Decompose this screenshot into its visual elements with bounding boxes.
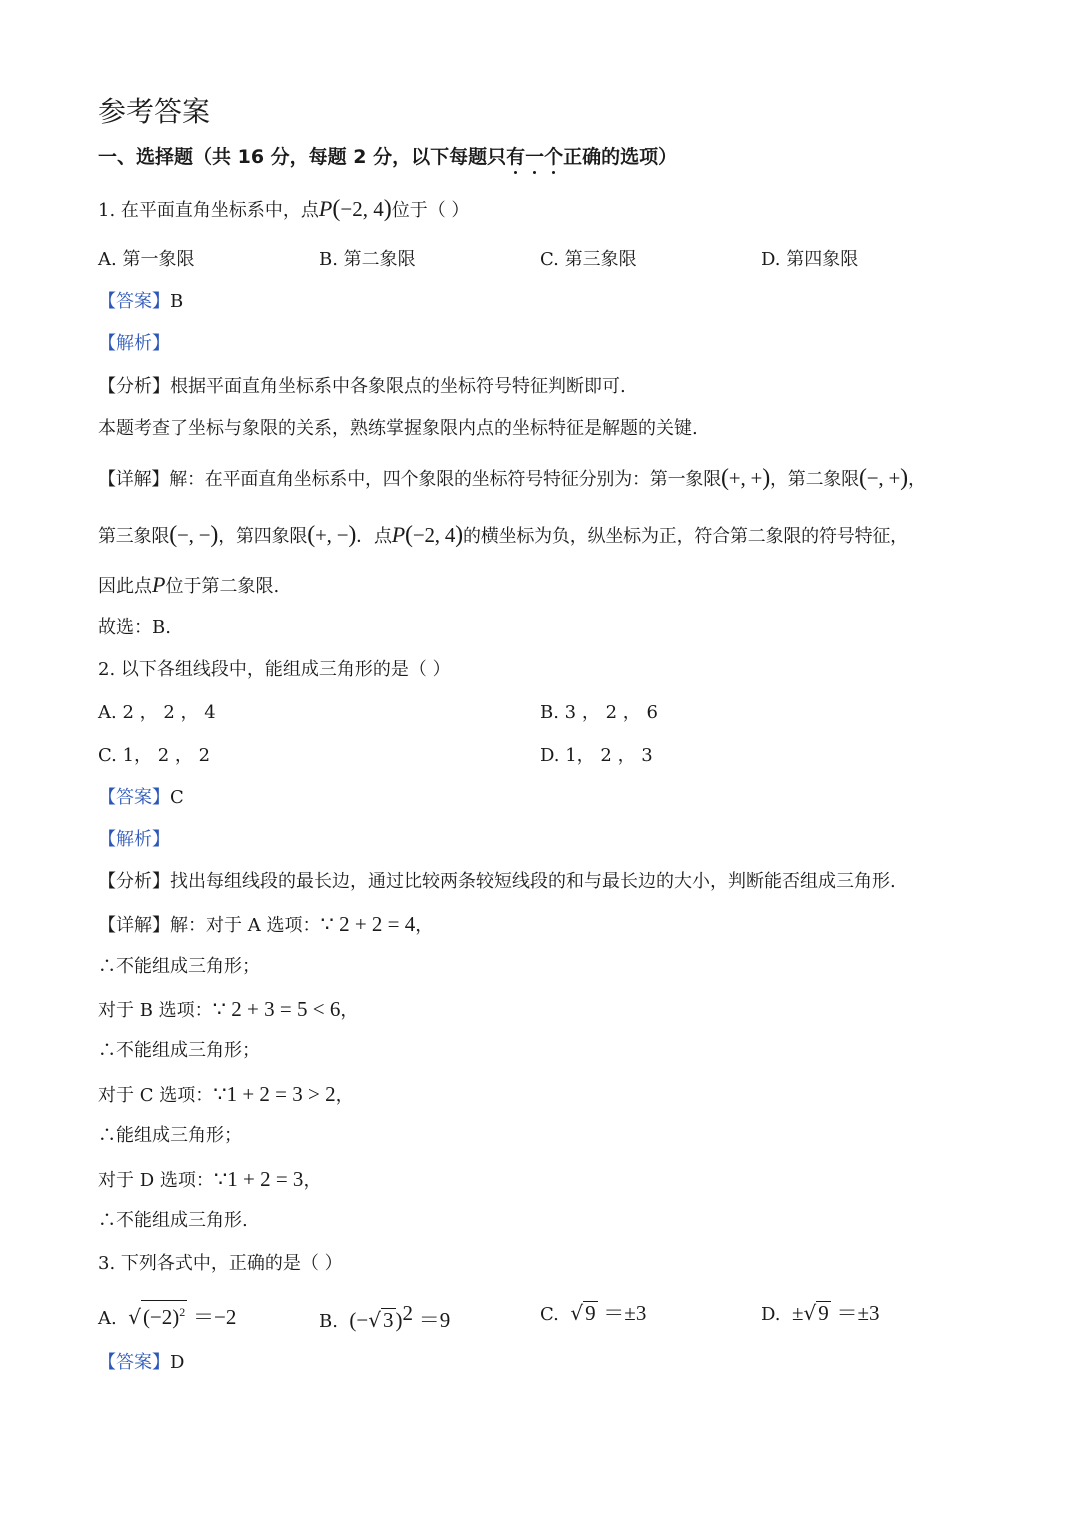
paren-close: ): [395, 1308, 403, 1332]
q1-option-c: C. 第三象限: [540, 249, 637, 270]
rhs: ＝9: [418, 1308, 451, 1332]
q1-sign-quadrant4: +, −: [314, 523, 349, 547]
paren-close: ): [455, 522, 463, 548]
q2-answer-value: C: [170, 787, 184, 808]
q2-fenxi-text: 找出每组线段的最长边，通过比较两条较短线段的和与最长边的大小，判断能否组成三角形.: [170, 871, 896, 892]
paren-open: (: [405, 522, 413, 548]
q3-answer-value: D: [170, 1352, 185, 1373]
q2-pre-b: 对于 B 选项：: [98, 1000, 213, 1021]
rhs: ＝±3: [836, 1301, 880, 1325]
q2-equation-a: ∵ 2 + 2 = 4: [320, 912, 416, 936]
plus-minus: ±: [791, 1301, 804, 1325]
q3-stem: 3. 下列各式中，正确的是（ ）: [98, 1253, 343, 1274]
section-heading-pre: 一、选择题（共 16 分，每题 2 分，以下每题只: [98, 146, 507, 168]
radicand: [141, 1300, 187, 1328]
option-label: C.: [540, 1304, 559, 1325]
q2-pre-d: 对于 D 选项：: [98, 1170, 214, 1191]
section-heading: [98, 144, 677, 170]
q1-detail-c: ，: [907, 469, 926, 490]
q2-option-d: D. 1， 2 ， 3: [540, 745, 653, 766]
q1-sign-quadrant1: +, +: [728, 466, 763, 490]
q3-option-a: [98, 1300, 236, 1332]
q3-option-c: [540, 1300, 646, 1328]
q2-pre-c: 对于 C 选项：: [98, 1085, 214, 1106]
sqrt-icon: √: [128, 1305, 141, 1329]
q2-result-c: ∴能组成三角形；: [98, 1125, 242, 1146]
paren-open: (−: [349, 1308, 369, 1332]
q1-answer: [98, 289, 183, 315]
q2-option-c: C. 1， 2 ， 2: [98, 745, 211, 766]
q1-stem-post: 位于（ ）: [391, 200, 470, 221]
exponent: 2: [402, 1301, 413, 1325]
comma: ，: [340, 1000, 359, 1021]
q1-fenxi: [98, 374, 626, 400]
radicand-text: (−2): [142, 1305, 180, 1329]
analysis-tag: 【解析】: [98, 333, 170, 354]
analysis-tag: 【解析】: [98, 829, 170, 850]
q2-analysis-tag: [98, 827, 170, 853]
q1-answer-value: B: [170, 291, 184, 312]
option-label: B.: [319, 1311, 338, 1332]
q2-equation-d: ∵1 + 2 = 3: [213, 1167, 304, 1191]
q1-detail-line3: [98, 572, 279, 600]
paren-open: (: [858, 465, 867, 491]
comma: ，: [335, 1085, 354, 1106]
detail-tag: 【详解】: [98, 915, 170, 936]
q2-stem: 2. 以下各组线段中，能组成三角形的是（ ）: [98, 659, 451, 680]
option-label: A.: [98, 1308, 117, 1329]
q1-line2-a: 第三象限: [98, 526, 170, 547]
q2-result-d: ∴不能组成三角形.: [98, 1210, 248, 1231]
q1-option-d: D. 第四象限: [761, 249, 859, 270]
q1-coordinate: −2, 4: [340, 197, 384, 221]
q1-detail-line1: [98, 465, 926, 493]
option-label: D.: [761, 1304, 781, 1325]
q1-sign-quadrant2: −, +: [866, 466, 901, 490]
point-p-symbol: P: [152, 572, 166, 597]
radicand: 9: [818, 1301, 829, 1325]
emphasis-char-3: 个: [544, 146, 564, 168]
q2-fenxi: [98, 869, 896, 895]
paren-close: ): [762, 465, 770, 491]
comma: ，: [415, 915, 434, 936]
radicand: 9: [585, 1301, 596, 1325]
fenxi-tag: 【分析】: [98, 376, 170, 397]
paren-close: ): [383, 196, 392, 222]
q1-line2-d: 的横坐标为负，纵坐标为正，符合第二象限的符号特征，: [462, 526, 908, 547]
q1-detail-a: 解：在平面直角坐标系中，四个象限的坐标符号特征分别为：第一象限: [169, 469, 721, 490]
fenxi-tag: 【分析】: [98, 871, 170, 892]
emphasis-char-2: 一: [525, 146, 545, 168]
q2-answer: [98, 785, 184, 811]
emphasis-char-1: 有: [506, 146, 526, 168]
comma: ，: [303, 1170, 322, 1191]
answer-tag: 【答案】: [98, 291, 170, 312]
q2-detail-d: [98, 1166, 321, 1194]
q1-analysis-tag: [98, 331, 170, 357]
answer-tag: 【答案】: [98, 787, 170, 808]
q1-detail-b: ，第二象限: [769, 469, 859, 490]
sqrt-icon: √: [570, 1301, 584, 1325]
q2-equation-b: ∵ 2 + 3 = 5 < 6: [212, 997, 341, 1021]
answer-tag: 【答案】: [98, 1352, 170, 1373]
q1-note: 本题考查了坐标与象限的关系，熟练掌握象限内点的坐标特征是解题的关键.: [98, 418, 698, 439]
q1-detail-line2: [98, 522, 908, 550]
q2-result-b: ∴不能组成三角形；: [98, 1040, 260, 1061]
q3-option-d: [761, 1300, 880, 1328]
q2-equation-c: ∵1 + 2 = 3 > 2: [213, 1082, 336, 1106]
q1-stem-text: 1. 在平面直角坐标系中，点: [98, 200, 319, 221]
q1-fenxi-text: 根据平面直角坐标系中各象限点的坐标符号特征判断即可.: [170, 376, 626, 397]
point-p-symbol: P: [318, 196, 333, 221]
paren-open: (: [307, 522, 315, 548]
q2-detail-text: 解：对于 A 选项：: [170, 915, 321, 936]
paren-open: (: [721, 465, 729, 491]
q3-answer: [98, 1350, 184, 1376]
radicand: 3: [383, 1308, 394, 1332]
q1-line3-b: 位于第二象限.: [165, 576, 280, 597]
paren-close: ): [210, 522, 219, 548]
q2-detail-b: [98, 996, 358, 1024]
detail-tag: 【详解】: [98, 469, 170, 490]
page-title: 参考答案: [98, 95, 211, 128]
q1-option-a: A. 第一象限: [98, 249, 195, 270]
q1-line3-a: 因此点: [98, 576, 152, 597]
q1-option-b: B. 第二象限: [319, 249, 416, 270]
q2-detail-a: [98, 911, 433, 939]
rhs: ＝−2: [193, 1305, 237, 1329]
section-heading-post: 正确的选项）: [563, 146, 678, 168]
q1-line2-c: ．点: [356, 526, 392, 547]
paren-close: ): [348, 522, 357, 548]
q2-option-b: B. 3 ， 2 ， 6: [540, 702, 658, 723]
q1-stem: [98, 196, 469, 224]
q1-conclusion: 故选：B.: [98, 617, 171, 638]
q2-option-a: A. 2 ， 2 ， 4: [98, 702, 216, 723]
paren-close: ): [900, 465, 908, 491]
q1-line2-b: ，第四象限: [218, 526, 308, 547]
q2-detail-c: [98, 1081, 354, 1109]
paren-open: (: [169, 522, 177, 548]
rhs: ＝±3: [603, 1301, 647, 1325]
sqrt-icon: √: [368, 1308, 381, 1332]
sqrt-icon: √: [803, 1301, 817, 1325]
q1-coordinate: −2, 4: [412, 523, 456, 547]
q3-option-b: [319, 1300, 450, 1335]
exponent: 2: [179, 1305, 186, 1319]
q2-result-a: ∴不能组成三角形；: [98, 956, 260, 977]
q1-sign-quadrant3: −, −: [177, 523, 211, 547]
point-p-symbol: P: [391, 522, 406, 547]
paren-open: (: [332, 196, 341, 222]
